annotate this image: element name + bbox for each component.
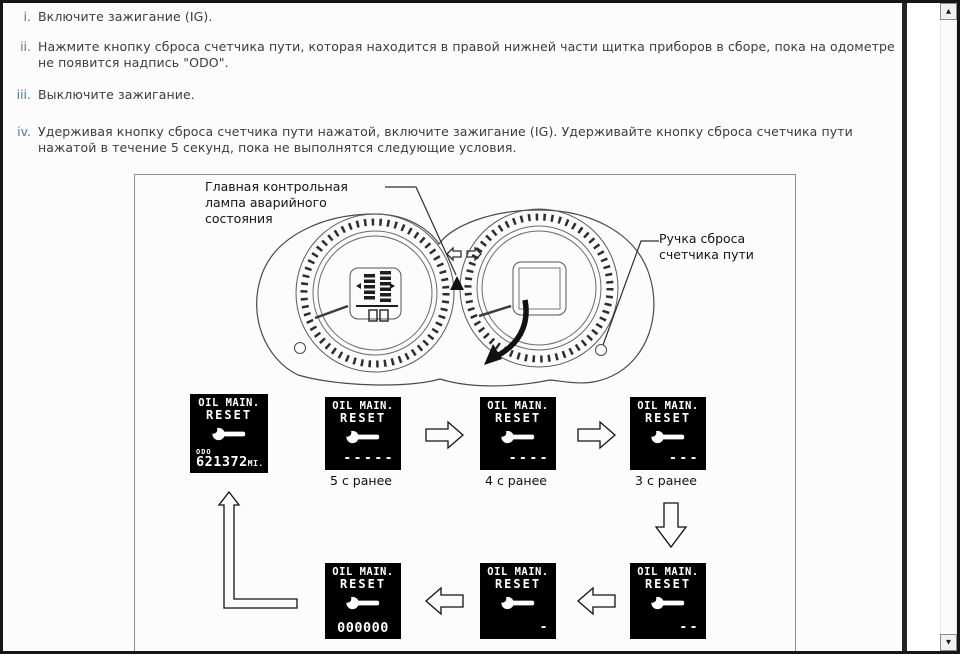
right-gauge [460, 209, 618, 367]
step-text: Нажмите кнопку сброса счетчика пути, которая находится в правой нижней части щитка приборов в сборе, пока на одометре не появится надпись "ODO". [38, 39, 895, 70]
figure-box [134, 174, 796, 651]
oil-display-4s: OIL MAIN. RESET ---- [480, 397, 556, 470]
odo-unit: MI. [247, 459, 264, 468]
scroll-down-icon: ▼ [946, 638, 951, 647]
wrench-icon [649, 430, 687, 444]
oil-display-2s: OIL MAIN. RESET -- [630, 563, 706, 639]
scroll-track[interactable] [940, 20, 957, 634]
step-iv [3, 124, 902, 156]
instruction-steps [3, 3, 902, 156]
caption-5s: 5 с ранее [330, 473, 392, 488]
wrench-icon [499, 430, 537, 444]
oil-display-start: OIL MAIN. RESET ODO 621372MI. [190, 394, 268, 473]
vertical-scrollbar[interactable] [940, 3, 957, 651]
step-iii [3, 87, 902, 103]
flow-arrow-down-icon [656, 503, 686, 547]
left-gauge [296, 214, 454, 372]
wrench-icon [210, 427, 248, 441]
callout-warning-lamp: Главная контрольная лампа аварийного состояния [205, 179, 348, 226]
caption-3s: 3 с ранее [635, 473, 697, 488]
step-number: iii. [16, 87, 31, 102]
flow-arrow-right-icon [578, 422, 615, 448]
step-number: ii. [20, 39, 31, 54]
oil-display-5s: OIL MAIN. RESET ----- [325, 397, 401, 470]
step-text: Включите зажигание (IG). [38, 9, 213, 24]
flow-arrow-left-icon [426, 588, 463, 614]
pointer-arrow [484, 300, 526, 365]
wrench-icon [344, 430, 382, 444]
step-text: Выключите зажигание. [38, 87, 195, 102]
scroll-down-button[interactable] [940, 634, 957, 651]
selector-arrows-icon [447, 248, 481, 260]
callout-reset-knob: Ручка сброса счетчика пути [659, 231, 754, 262]
oil-display-reset-complete: OIL MAIN. RESET 000000 [325, 563, 401, 639]
wrench-icon [344, 596, 382, 610]
step-ii [3, 39, 902, 71]
trip-reset-knob-icon [596, 345, 607, 356]
screw-icon [295, 343, 306, 354]
flow-arrow-return-icon [219, 492, 297, 608]
scroll-up-button[interactable] [940, 3, 957, 20]
odometer-readout: ODO 621372MI. [196, 448, 264, 470]
flow-arrow-right-icon [426, 422, 463, 448]
wrench-icon [499, 596, 537, 610]
scroll-up-icon: ▲ [946, 7, 951, 16]
step-number: i. [23, 9, 31, 24]
document-area [3, 3, 907, 651]
master-warning-icon [450, 276, 464, 290]
odo-value: 621372 [196, 454, 248, 470]
leader-line [603, 241, 659, 345]
leader-line [385, 187, 456, 275]
wrench-icon [649, 596, 687, 610]
oil-display-1s: OIL MAIN. RESET - [480, 563, 556, 639]
oil-display-3s: OIL MAIN. RESET --- [630, 397, 706, 470]
step-i [3, 9, 902, 25]
step-number: iv. [17, 124, 31, 139]
step-text: Удерживая кнопку сброса счетчика пути нажатой, включите зажигание (IG). Удерживайте кнопку сброса счетчика пути нажатой в течение 5 секунд, пока не выполнятся следующие условия. [38, 124, 853, 155]
caption-4s: 4 с ранее [485, 473, 547, 488]
flow-arrow-left-icon [578, 588, 615, 614]
